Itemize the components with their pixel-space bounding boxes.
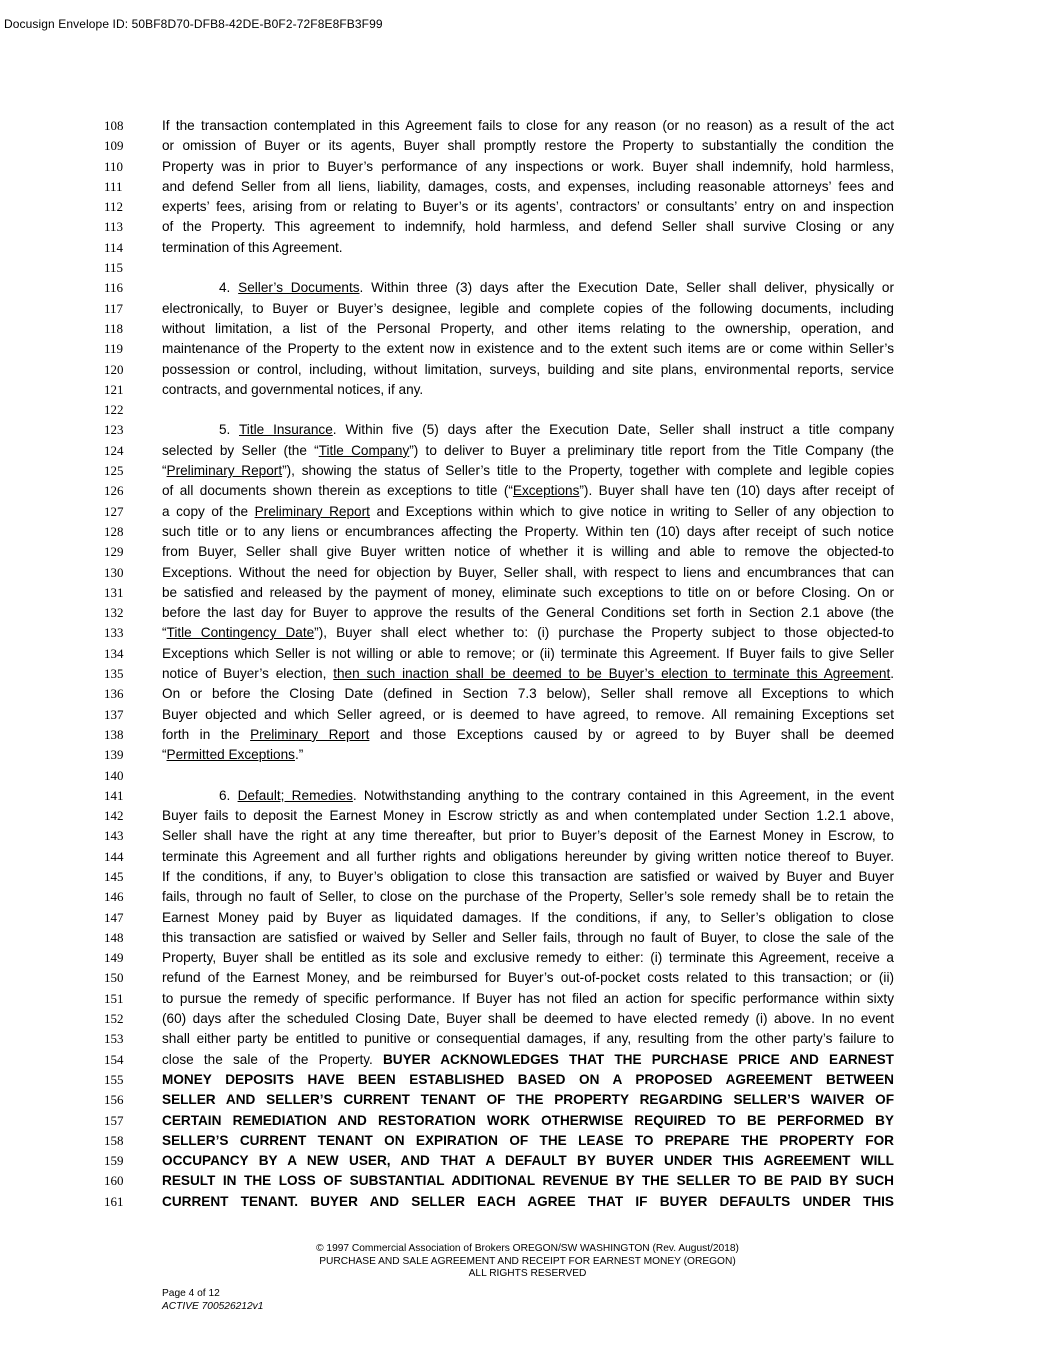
line-number: 159 [104, 1153, 124, 1169]
text-line [104, 1050, 894, 1070]
line-number: 136 [104, 686, 124, 702]
line-text: contracts, and governmental notices, if any. [162, 381, 424, 397]
line-number: 156 [104, 1092, 124, 1108]
line-text: If the transaction contemplated in this Agreement fails to close for any reason (or no reason) as a result of the act [162, 118, 894, 133]
text-line [104, 319, 894, 339]
line-text: a copy of the Preliminary Report and Exceptions within which to give notice in writing to Seller of any objection to [162, 503, 894, 519]
envelope-id: Docusign Envelope ID: 50BF8D70-DFB8-42DE-B0F2-72F8E8FB3F99 [4, 17, 383, 31]
line-text: to pursue the remedy of specific performance. If Buyer has not filed an action for specific performance within sixty [162, 990, 894, 1006]
text-line [104, 745, 894, 765]
line-number: 155 [104, 1071, 124, 1087]
line-number: 129 [104, 544, 124, 560]
text-line [104, 1090, 894, 1110]
line-text: RESULT IN THE LOSS OF SUBSTANTIAL ADDITIONAL REVENUE BY THE SELLER TO BE PAID BY SUCH [162, 1173, 894, 1189]
line-text: forth in the Preliminary Report and those Exceptions caused by or agreed to by Buyer shall be deemed [162, 726, 894, 742]
line-text: SELLER AND SELLER’S CURRENT TENANT OF THE PROPERTY REGARDING SELLER’S WAIVER OF [162, 1092, 894, 1108]
line-number: 139 [104, 747, 124, 763]
line-number: 121 [104, 381, 124, 397]
text-line [104, 603, 894, 623]
page-number: Page 4 of 12 [162, 1288, 220, 1299]
line-text [162, 766, 894, 786]
line-text: CERTAIN REMEDIATION AND RESTORATION WORK OTHERWISE REQUIRED TO BE PERFORMED BY [162, 1112, 894, 1128]
line-number: 115 [104, 260, 124, 276]
line-number: 122 [104, 402, 124, 418]
document-id: ACTIVE 700526212v1 [162, 1300, 264, 1312]
line-text: of the Property. This agreement to indemnify, hold harmless, and defend Seller shall survive Closing or any [162, 219, 894, 235]
text-line [104, 989, 894, 1009]
line-text: or omission of Buyer or its agents, Buyer shall promptly restore the Property to substantially the condition the [162, 138, 894, 154]
line-text: If the conditions, if any, to Buyer’s obligation to close this transaction are satisfied or waived by Buyer and Buyer [162, 868, 894, 884]
line-number: 133 [104, 625, 124, 641]
footer-title: PURCHASE AND SALE AGREEMENT AND RECEIPT FOR EARNEST MONEY (OREGON) [319, 1255, 736, 1267]
line-number: 137 [104, 706, 124, 722]
line-number: 125 [104, 463, 124, 479]
line-text: (60) days after the scheduled Closing Date, Buyer shall be deemed to have elected remedy (i) above. In no event [162, 1011, 894, 1027]
text-line [104, 806, 894, 826]
line-text: On or before the Closing Date (defined in Section 7.3 below), Seller shall remove all Exceptions to which [162, 686, 894, 702]
line-text: Seller shall have the right at any time thereafter, but prior to Buyer’s deposit of the Earnest Money in Escrow, to [162, 828, 894, 844]
line-number: 142 [104, 808, 124, 824]
line-number: 109 [104, 138, 124, 154]
line-number: 146 [104, 889, 124, 905]
line-text: be satisfied and released by the payment of money, eliminate such exceptions to title on or before Closing. On or [162, 584, 894, 600]
line-number: 116 [104, 280, 124, 296]
line-text: before the last day for Buyer to approve the results of the General Conditions set forth in Section 2.1 above (the [162, 605, 894, 621]
text-line [104, 725, 894, 745]
text-line [104, 258, 894, 278]
line-text: refund of the Earnest Money, and be reimbursed for Buyer’s out-of-pocket costs related to this transaction; or (ii) [162, 970, 894, 986]
line-text: of all documents shown therein as exceptions to title (“Exceptions”). Buyer shall have ten (10) days after receipt of [162, 483, 894, 499]
line-text: OCCUPANCY BY A NEW USER, AND THAT A DEFAULT BY BUYER UNDER THIS AGREEMENT WILL [162, 1153, 894, 1169]
line-text: 4. Seller’s Documents. Within three (3) days after the Execution Date, Seller shall deliver, physically or [219, 280, 894, 296]
line-text: from Buyer, Seller shall give Buyer written notice of whether it is willing and able to remove the objected-to [162, 544, 894, 560]
text-line [104, 664, 894, 684]
text-line [104, 400, 894, 420]
text-line [104, 461, 894, 481]
line-number: 120 [104, 361, 124, 377]
line-number: 158 [104, 1132, 124, 1148]
line-number: 143 [104, 828, 124, 844]
text-line [104, 908, 894, 928]
text-line [104, 420, 894, 440]
line-text: termination of this Agreement. [162, 239, 343, 255]
text-line [104, 339, 894, 359]
line-text: fails, through no fault of Seller, to close on the purchase of the Property, Seller’s sole remedy shall be to retain the [162, 889, 894, 905]
text-line [104, 786, 894, 806]
text-line [104, 441, 894, 461]
text-line [104, 278, 894, 298]
line-number: 151 [104, 990, 124, 1006]
line-number: 154 [104, 1051, 124, 1067]
line-text [162, 400, 894, 420]
line-text [162, 258, 894, 278]
footer-rights: ALL RIGHTS RESERVED [468, 1268, 587, 1279]
line-number: 118 [104, 320, 124, 336]
line-text: notice of Buyer’s election, then such inaction shall be deemed to be Buyer’s election to terminate this Agreement. [162, 666, 894, 682]
text-line [104, 542, 894, 562]
line-number: 112 [104, 199, 124, 215]
line-text: experts’ fees, arising from or relating to Buyer’s or its agents’, contractors’ or consultants’ entry on and inspection [162, 199, 894, 215]
text-line [104, 502, 894, 522]
line-number: 138 [104, 726, 124, 742]
text-line [104, 1009, 894, 1029]
text-line [104, 644, 894, 664]
line-text: maintenance of the Property to the extent now in existence and to the extent such items are or come within Seller’s [162, 341, 894, 357]
line-number: 126 [104, 483, 124, 499]
line-text: Earnest Money paid by Buyer as liquidated damages. If the conditions, if any, to Seller’s obligation to close [162, 909, 894, 925]
line-number: 131 [104, 584, 124, 600]
text-line [104, 1171, 894, 1191]
line-text: close the sale of the Property. BUYER ACKNOWLEDGES THAT THE PURCHASE PRICE AND EARNEST [162, 1051, 894, 1067]
text-line [104, 847, 894, 867]
line-text: Buyer fails to deposit the Earnest Money in Escrow strictly as and when contemplated under Section 1.2.1 above, [162, 808, 894, 824]
text-line [104, 766, 894, 786]
line-number: 144 [104, 848, 124, 864]
line-number: 114 [104, 239, 124, 255]
line-number: 132 [104, 605, 124, 621]
line-text: terminate this Agreement and all further rights and obligations hereunder by giving written notice thereof to Buyer. [162, 848, 894, 864]
line-text: electronically, to Buyer or Buyer’s designee, legible and complete copies of the following documents, including [162, 300, 894, 316]
line-number: 160 [104, 1173, 124, 1189]
line-text: possession or control, including, without limitation, surveys, building and site plans, environmental reports, service [162, 361, 894, 377]
text-line [104, 867, 894, 887]
line-number: 117 [104, 300, 124, 316]
text-line [104, 1192, 894, 1212]
text-line [104, 968, 894, 988]
line-text: Property, Buyer shall be entitled as its sole and exclusive remedy to either: (i) terminate this Agreement, receive a [162, 950, 894, 966]
line-number: 110 [104, 158, 124, 174]
line-text: this transaction are satisfied or waived by Seller and Seller fails, through no fault of Buyer, to close the sale of the [162, 929, 894, 945]
agreement-body [104, 116, 894, 1212]
line-number: 140 [104, 767, 124, 783]
text-line [104, 481, 894, 501]
text-line [104, 116, 894, 136]
line-number: 128 [104, 523, 124, 539]
text-line [104, 928, 894, 948]
line-text: “Preliminary Report”), showing the status of Seller’s title to the Property, together with complete and legible copies [162, 463, 894, 479]
text-line [104, 563, 894, 583]
line-number: 157 [104, 1112, 124, 1128]
line-text: “Title Contingency Date”), Buyer shall elect whether to: (i) purchase the Property subject to those objected-to [162, 625, 894, 641]
line-number: 150 [104, 970, 124, 986]
line-number: 130 [104, 564, 124, 580]
text-line [104, 684, 894, 704]
text-line [104, 948, 894, 968]
text-line [104, 380, 894, 400]
text-line [104, 1111, 894, 1131]
line-number: 147 [104, 909, 124, 925]
line-number: 123 [104, 422, 124, 438]
line-number: 152 [104, 1011, 124, 1027]
line-number: 161 [104, 1193, 124, 1209]
line-text: “Permitted Exceptions.” [162, 747, 304, 763]
line-number: 124 [104, 442, 124, 458]
line-text: 6. Default; Remedies. Notwithstanding anything to the contrary contained in this Agreement, in the event [219, 787, 894, 803]
line-number: 111 [104, 178, 123, 194]
line-number: 134 [104, 645, 124, 661]
text-line [104, 623, 894, 643]
line-text: 5. Title Insurance. Within five (5) days after the Execution Date, Seller shall instruct a title company [219, 422, 894, 438]
text-line [104, 1029, 894, 1049]
line-number: 141 [104, 787, 124, 803]
copyright-footer [0, 1243, 1055, 1281]
line-number: 153 [104, 1031, 124, 1047]
text-line [104, 1070, 894, 1090]
line-text: SELLER’S CURRENT TENANT ON EXPIRATION OF THE LEASE TO PREPARE THE PROPERTY FOR [162, 1132, 894, 1148]
text-line [104, 299, 894, 319]
line-text: Exceptions which Seller is not willing or able to remove; or (ii) terminate this Agreement. If Buyer fails to give Seller [162, 645, 894, 661]
text-line [104, 522, 894, 542]
line-text: Property was in prior to Buyer’s performance of any inspections or work. Buyer shall indemnify, hold harmless, [162, 158, 894, 174]
line-text: without limitation, a list of the Personal Property, and other items relating to the ownership, operation, and [162, 320, 894, 336]
text-line [104, 217, 894, 237]
text-line [104, 705, 894, 725]
footer-copyright: © 1997 Commercial Association of Brokers OREGON/SW WASHINGTON (Rev. August/2018) [316, 1243, 739, 1254]
line-number: 148 [104, 929, 124, 945]
page-footer [162, 1288, 263, 1314]
text-line [104, 360, 894, 380]
text-line [104, 887, 894, 907]
text-line [104, 1151, 894, 1171]
line-text: MONEY DEPOSITS HAVE BEEN ESTABLISHED BASED ON A PROPOSED AGREEMENT BETWEEN [162, 1071, 894, 1087]
line-number: 149 [104, 950, 124, 966]
text-line [104, 177, 894, 197]
line-text: and defend Seller from all liens, liability, damages, costs, and expenses, including reasonable attorneys’ fees and [162, 178, 894, 194]
text-line [104, 157, 894, 177]
line-text: such title or to any liens or encumbrances affecting the Property. Within ten (10) days after receipt of such notice [162, 523, 894, 539]
line-text: selected by Seller (the “Title Company”) to deliver to Buyer a preliminary title report from the Title Company (the [162, 442, 894, 458]
text-line [104, 238, 894, 258]
line-number: 108 [104, 118, 124, 133]
text-line [104, 583, 894, 603]
line-text: CURRENT TENANT. BUYER AND SELLER EACH AGREE THAT IF BUYER DEFAULTS UNDER THIS [162, 1193, 894, 1209]
line-text: shall either party be entitled to punitive or consequential damages, if any, resulting from the other party’s failure to [162, 1031, 894, 1047]
line-number: 113 [104, 219, 124, 235]
text-line [104, 826, 894, 846]
line-number: 127 [104, 503, 124, 519]
line-number: 135 [104, 666, 124, 682]
line-text: Buyer objected and which Seller agreed, or is deemed to have agreed, to remove. All remaining Exceptions set [162, 706, 894, 722]
text-line [104, 1131, 894, 1151]
line-number: 145 [104, 868, 124, 884]
text-line [104, 136, 894, 156]
line-text: Exceptions. Without the need for objection by Buyer, Seller shall, with respect to liens and encumbrances that can [162, 564, 894, 580]
text-line [104, 197, 894, 217]
line-number: 119 [104, 341, 124, 357]
